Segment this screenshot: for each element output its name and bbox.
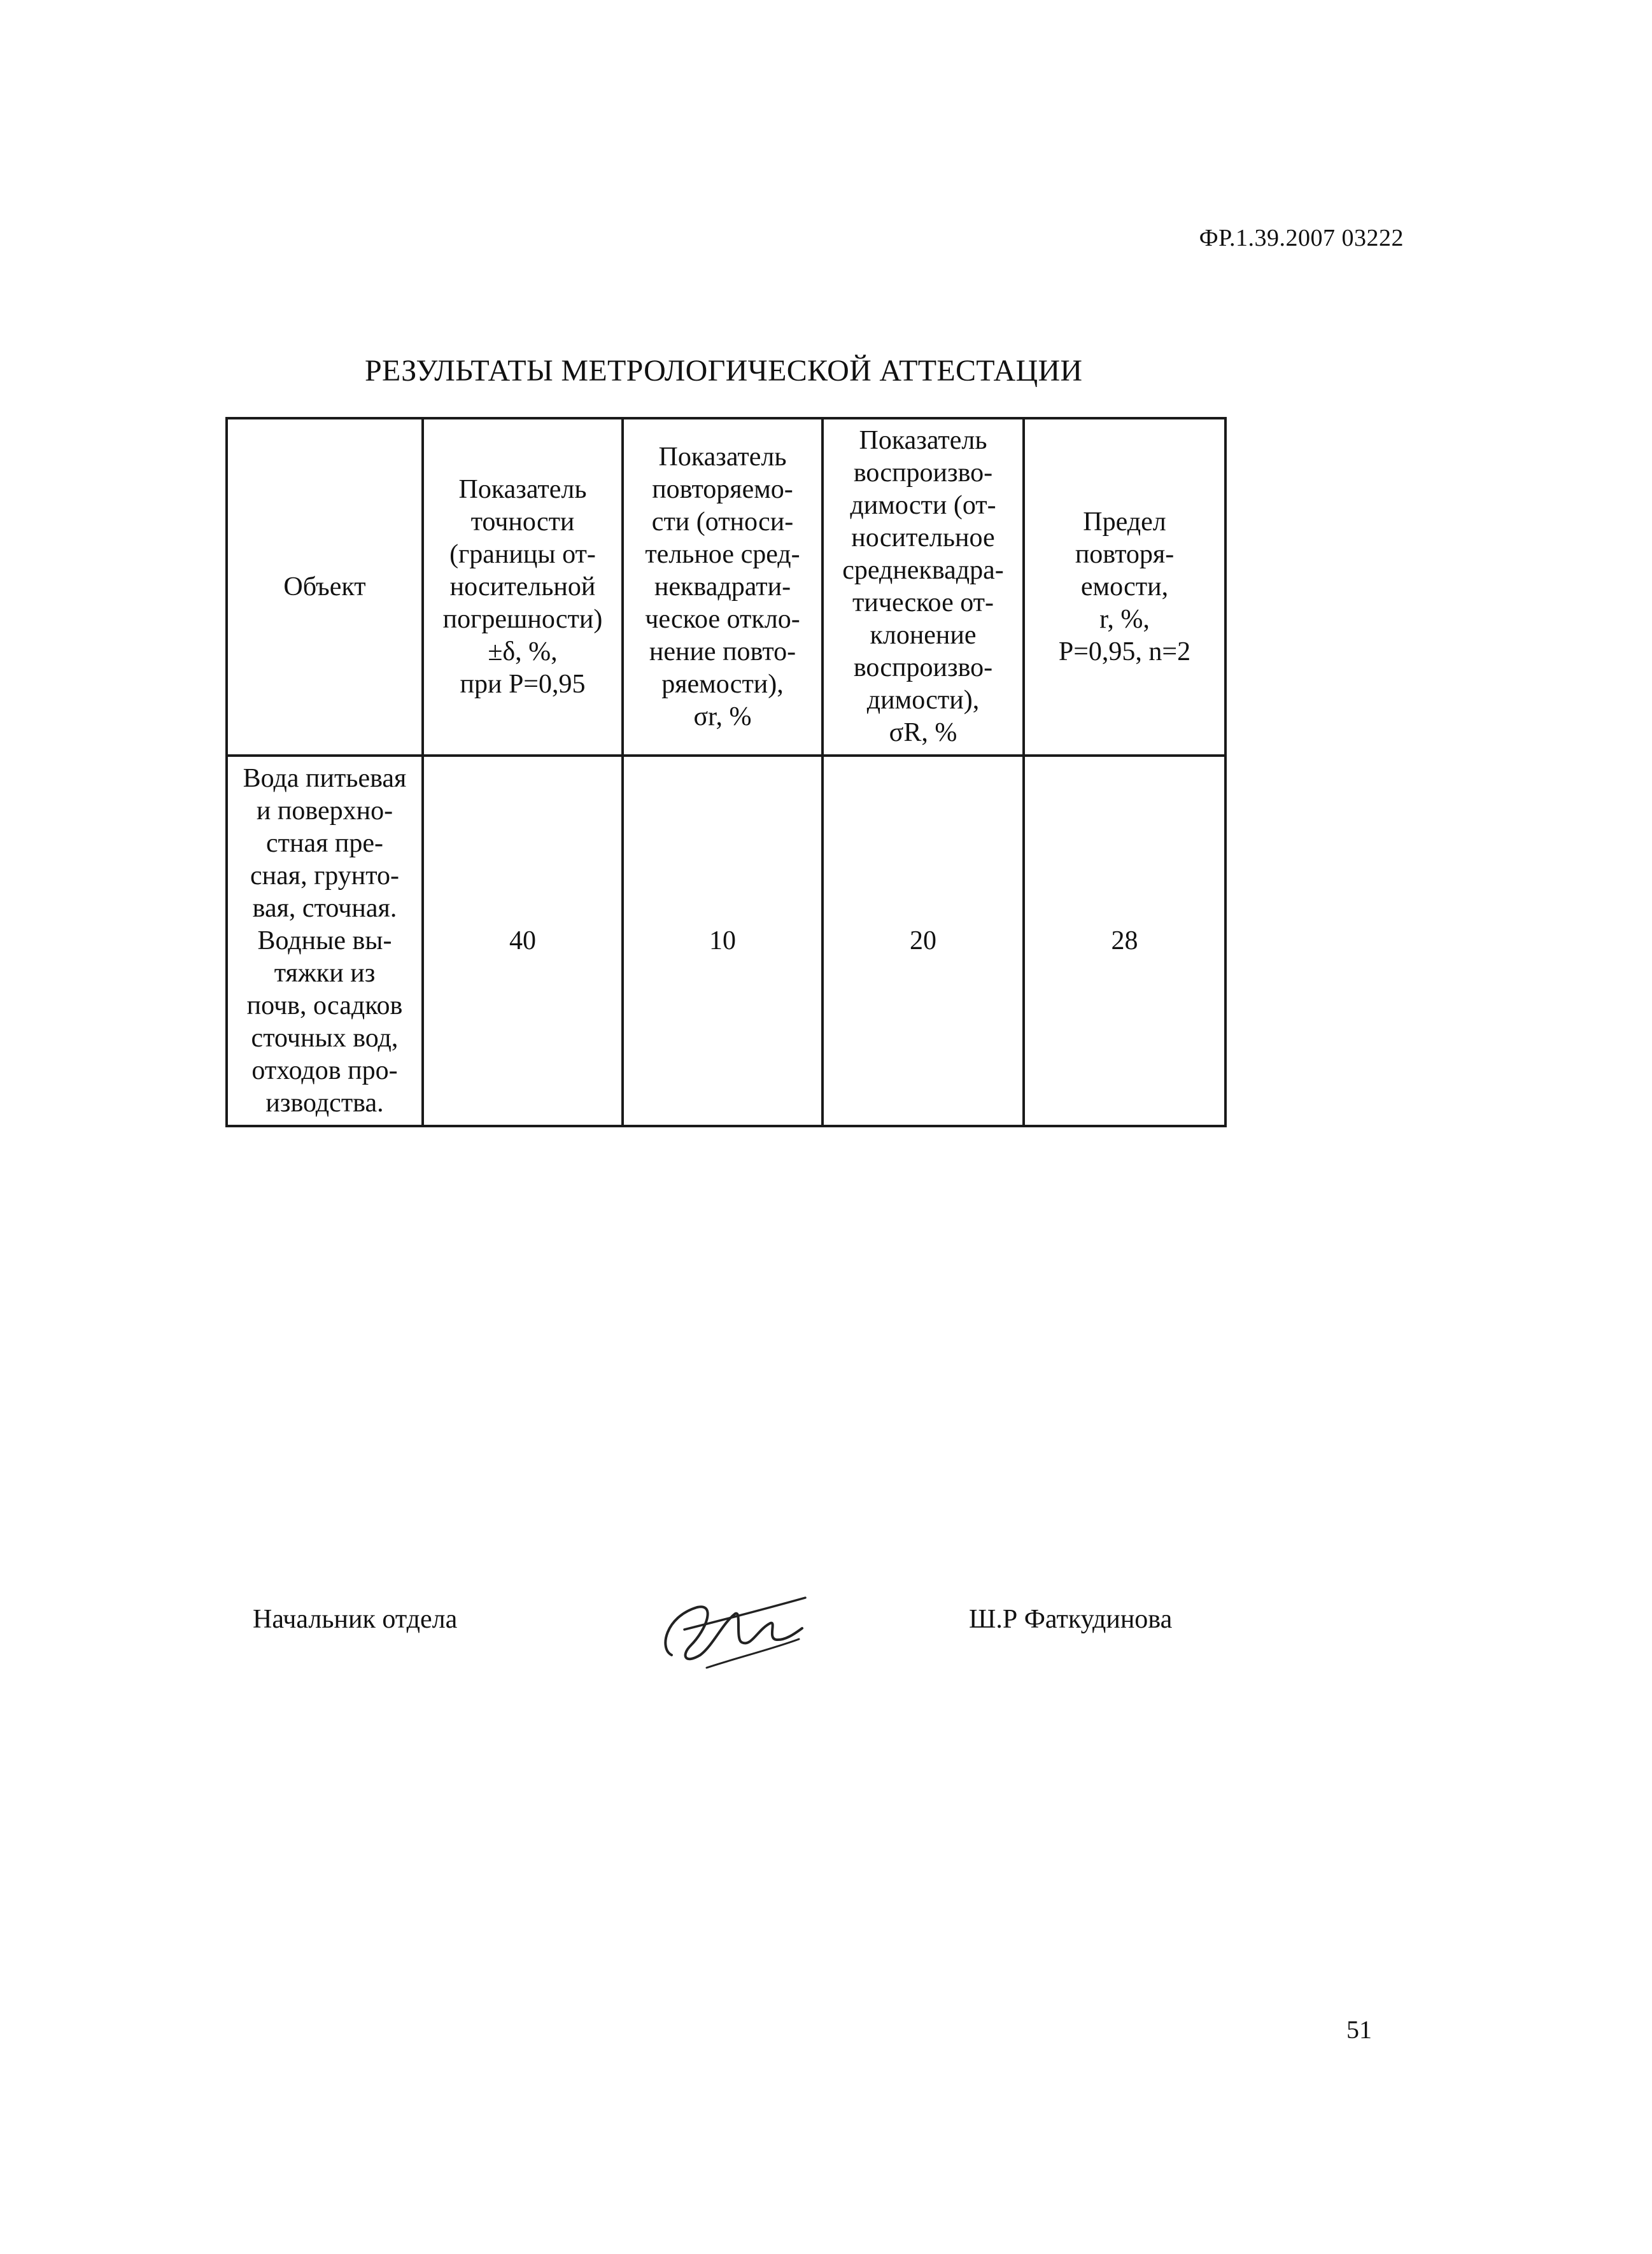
cell-text-line: неквадрати- xyxy=(654,572,791,602)
cell-text-line: изводства. xyxy=(265,1088,384,1118)
cell-text-line: сточных вод, xyxy=(251,1023,399,1053)
cell-text-line: точности xyxy=(470,507,575,537)
cell-text-line: Показатель xyxy=(859,426,987,455)
table-row xyxy=(227,756,1225,1126)
cell-accuracy: 40 xyxy=(423,756,623,1126)
page-title: РЕЗУЛЬТАТЫ МЕТРОЛОГИЧЕСКОЙ АТТЕСТАЦИИ xyxy=(365,354,1083,388)
cell-text-line: ±δ, %, xyxy=(488,637,558,666)
header-reproducibility xyxy=(822,418,1024,756)
cell-text-line: тическое от- xyxy=(852,588,994,617)
cell-text-line: димости (от- xyxy=(850,491,996,520)
cell-text-line: нение повто- xyxy=(649,637,796,666)
cell-text-line: σR, % xyxy=(889,718,957,747)
cell-limit: 28 xyxy=(1024,756,1225,1126)
cell-text-line: носительное xyxy=(851,523,995,553)
cell-text-line: повторяемо- xyxy=(652,474,793,504)
handwritten-signature xyxy=(646,1579,812,1687)
cell-text-line: димости), xyxy=(866,686,980,715)
cell-text-line: носительной xyxy=(449,572,596,602)
cell-text-line: Показатель xyxy=(458,474,587,504)
cell-text-line: Вода питьевая xyxy=(243,763,407,793)
signer-position: Начальник отдела xyxy=(253,1605,458,1634)
cell-text-line: и поверхно- xyxy=(256,796,393,826)
cell-text-line: емости, xyxy=(1080,572,1169,602)
cell-text-line: воспроизво- xyxy=(853,458,993,488)
signer-name: Ш.Р Фаткудинова xyxy=(969,1605,1173,1634)
cell-text-line: ческое откло- xyxy=(645,604,800,634)
cell-text-line: вая, сточная. xyxy=(252,893,397,923)
cell-text-line: воспроизво- xyxy=(853,653,993,682)
cell-text-line: (границы от- xyxy=(449,539,596,569)
signature-block xyxy=(0,1579,1652,1706)
cell-text-line: повторя- xyxy=(1075,539,1175,569)
header-limit xyxy=(1024,418,1225,756)
table-header-row xyxy=(227,418,1225,756)
cell-text-line: при Р=0,95 xyxy=(460,669,586,699)
document-code: ФР.1.39.2007 03222 xyxy=(1199,225,1404,251)
cell-text-line: r, %, xyxy=(1099,604,1150,634)
cell-text-line: клонение xyxy=(870,621,977,650)
cell-text-line: сти (относи- xyxy=(651,507,794,537)
cell-text-line: Р=0,95, n=2 xyxy=(1058,637,1191,666)
cell-text-line: σr, % xyxy=(693,701,752,731)
results-table xyxy=(225,417,1227,1127)
cell-reproducibility: 20 xyxy=(822,756,1024,1126)
cell-text-line: стная пре- xyxy=(265,828,384,858)
cell-text-line: ряемости), xyxy=(661,669,784,699)
cell-text-line: почв, осадков xyxy=(246,990,403,1020)
cell-text-line: Водные вы- xyxy=(257,926,392,955)
header-object xyxy=(227,418,423,756)
cell-text-line: сная, грунто- xyxy=(250,861,399,891)
cell-object xyxy=(227,756,423,1126)
cell-text-line: тяжки из xyxy=(274,958,376,988)
page-number: 51 xyxy=(1346,2015,1372,2044)
cell-text-line: погрешности) xyxy=(442,604,603,634)
header-repeatability xyxy=(623,418,822,756)
header-accuracy xyxy=(423,418,623,756)
cell-text-line: отходов про- xyxy=(251,1055,398,1085)
cell-text-line: Объект xyxy=(283,572,366,602)
cell-repeatability: 10 xyxy=(623,756,822,1126)
cell-text-line: Показатель xyxy=(658,442,787,472)
cell-text-line: среднеквадра- xyxy=(842,556,1004,585)
cell-text-line: тельное сред- xyxy=(645,539,800,569)
cell-text-line: Предел xyxy=(1083,507,1166,537)
